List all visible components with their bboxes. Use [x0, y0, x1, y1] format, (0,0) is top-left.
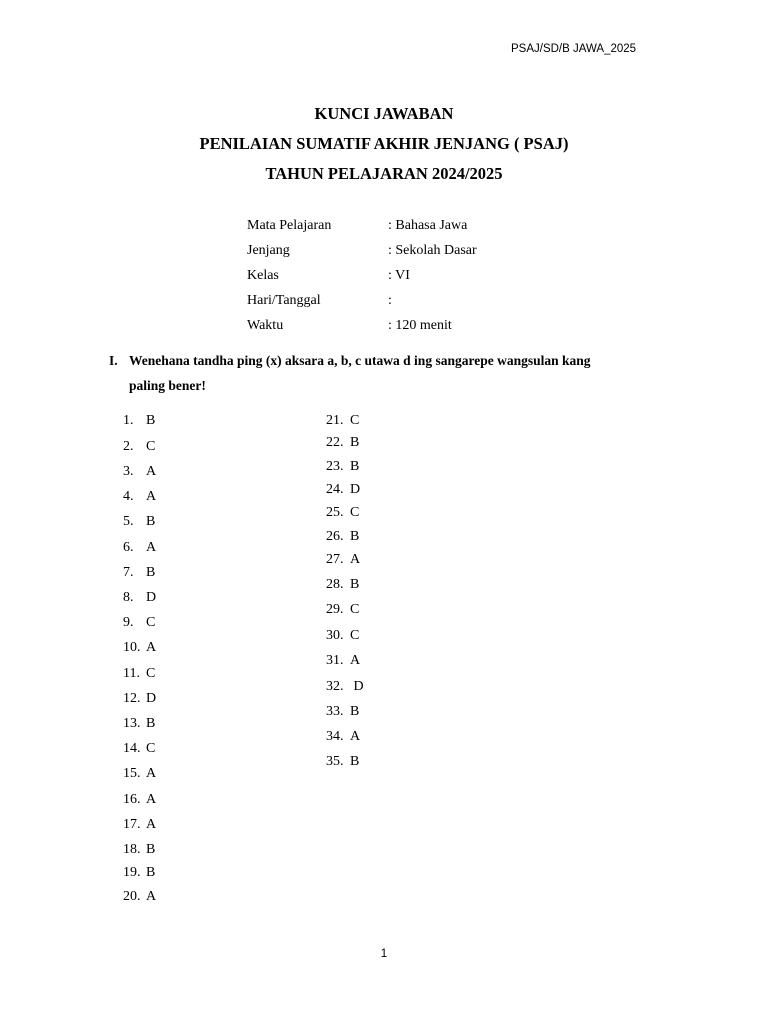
answer-letter: B — [146, 514, 156, 529]
answer-number: 16. — [123, 792, 141, 807]
answer-letter: C — [146, 615, 156, 630]
answer-number: 18. — [123, 842, 141, 857]
answer-letter: C — [350, 505, 360, 520]
info-label: Waktu — [247, 318, 284, 333]
answer-item — [123, 589, 156, 607]
answer-letter: B — [350, 754, 360, 769]
answer-number: 29. — [326, 602, 344, 617]
answer-number: 30. — [326, 628, 344, 643]
answer-letter: C — [146, 439, 156, 454]
answer-letter: B — [350, 459, 360, 474]
answer-number: 5. — [123, 514, 134, 529]
info-value: : — [388, 293, 392, 308]
answer-letter: B — [350, 529, 360, 544]
answer-item — [123, 765, 156, 783]
answer-item — [326, 678, 364, 696]
info-label: Hari/Tanggal — [247, 293, 321, 308]
answer-number: 11. — [123, 666, 140, 681]
answer-item — [326, 652, 360, 670]
answer-letter: B — [146, 716, 156, 731]
answer-item — [326, 728, 360, 746]
answer-letter: B — [146, 865, 156, 880]
answer-number: 13. — [123, 716, 141, 731]
answer-number: 14. — [123, 741, 141, 756]
answer-number: 34. — [326, 729, 344, 744]
answer-number: 26. — [326, 529, 344, 544]
answer-letter: C — [146, 741, 156, 756]
section-instruction-line2: paling bener! — [129, 378, 206, 393]
answer-letter: A — [146, 766, 157, 781]
answer-number: 25. — [326, 505, 344, 520]
answer-letter: B — [146, 565, 156, 580]
answer-item — [123, 614, 155, 632]
info-label: Jenjang — [247, 243, 290, 258]
answer-letter: A — [350, 552, 361, 567]
answer-item — [123, 715, 155, 733]
answer-letter: D — [146, 590, 157, 605]
answer-number: 24. — [326, 482, 344, 497]
answer-number: 9. — [123, 615, 134, 630]
answer-letter: A — [146, 464, 157, 479]
answer-number: 8. — [123, 590, 134, 605]
title-assessment: PENILAIAN SUMATIF AKHIR JENJANG ( PSAJ) — [199, 134, 569, 153]
answer-item — [123, 463, 156, 481]
answer-item — [326, 576, 359, 594]
answer-item — [326, 481, 360, 499]
answer-item — [123, 740, 155, 758]
answer-letter: A — [350, 653, 361, 668]
answer-letter: B — [350, 704, 360, 719]
answer-number: 10. — [123, 640, 141, 655]
answer-item — [123, 539, 156, 557]
section-instruction-line1: Wenehana tandha ping (x) aksara a, b, c utawa d ing sangarepe wangsulan kang — [129, 353, 591, 368]
answer-number: 4. — [123, 489, 134, 504]
answer-letter: A — [146, 489, 157, 504]
answer-item — [123, 791, 156, 809]
answer-letter: B — [350, 577, 360, 592]
answer-letter: A — [146, 792, 157, 807]
info-value: : 120 menit — [388, 318, 452, 333]
answer-number: 22. — [326, 435, 344, 450]
answer-letter: A — [146, 817, 157, 832]
answer-item — [326, 703, 359, 721]
answer-number: 15. — [123, 766, 141, 781]
answer-number: 7. — [123, 565, 134, 580]
section-numeral: I. — [109, 353, 118, 368]
answer-item — [326, 434, 359, 452]
answer-item — [123, 412, 155, 430]
info-label: Kelas — [247, 268, 279, 283]
answer-item — [326, 528, 359, 546]
answer-letter: A — [146, 640, 157, 655]
answer-item — [123, 564, 155, 582]
info-value: : VI — [388, 268, 410, 283]
answer-item — [123, 864, 155, 882]
answer-number: 23. — [326, 459, 344, 474]
answer-item — [123, 888, 156, 906]
answer-number: 31. — [326, 653, 344, 668]
answer-item — [326, 627, 359, 645]
answer-item — [123, 513, 155, 531]
answer-letter: A — [146, 889, 157, 904]
answer-number: 20. — [123, 889, 141, 904]
answer-letter: D — [146, 691, 157, 706]
answer-letter: B — [350, 435, 360, 450]
answer-letter: C — [350, 628, 360, 643]
answer-number: 28. — [326, 577, 344, 592]
title-school-year: TAHUN PELAJARAN 2024/2025 — [265, 164, 503, 183]
answer-item — [123, 438, 155, 456]
answer-letter: B — [146, 413, 156, 428]
title-answer-key: KUNCI JAWABAN — [314, 104, 454, 123]
answer-number: 2. — [123, 439, 134, 454]
answer-number: 35. — [326, 754, 344, 769]
answer-letter: D — [350, 482, 361, 497]
answer-number: 33. — [326, 704, 344, 719]
answer-item — [326, 601, 359, 619]
answer-item — [123, 488, 156, 506]
info-label: Mata Pelajaran — [247, 218, 332, 233]
answer-letter: C — [350, 602, 360, 617]
answer-item — [326, 551, 360, 569]
answer-number: 12. — [123, 691, 141, 706]
answer-letter: D — [350, 679, 364, 694]
answer-item — [326, 504, 359, 522]
answer-number: 21. — [326, 413, 344, 428]
answer-item — [123, 690, 156, 708]
answer-number: 6. — [123, 540, 134, 555]
document-code: PSAJ/SD/B JAWA_2025 — [511, 43, 637, 55]
answer-number: 32. — [326, 679, 344, 694]
answer-number: 1. — [123, 413, 134, 428]
answer-item — [326, 412, 359, 430]
info-value: : Bahasa Jawa — [388, 218, 468, 233]
answer-item — [123, 841, 155, 859]
answer-letter: A — [146, 540, 157, 555]
answer-item — [123, 665, 155, 683]
answer-number: 27. — [326, 552, 344, 567]
answer-letter: C — [350, 413, 360, 428]
answer-number: 3. — [123, 464, 134, 479]
answer-letter: C — [146, 666, 156, 681]
answer-letter: B — [146, 842, 156, 857]
answer-item — [326, 753, 359, 771]
answer-letter: A — [350, 729, 361, 744]
answer-number: 17. — [123, 817, 141, 832]
answer-item — [123, 639, 156, 657]
answer-number: 19. — [123, 865, 141, 880]
answer-item — [326, 458, 359, 476]
info-value: : Sekolah Dasar — [388, 243, 477, 258]
answer-item — [123, 816, 156, 834]
page-number: 1 — [380, 948, 388, 960]
